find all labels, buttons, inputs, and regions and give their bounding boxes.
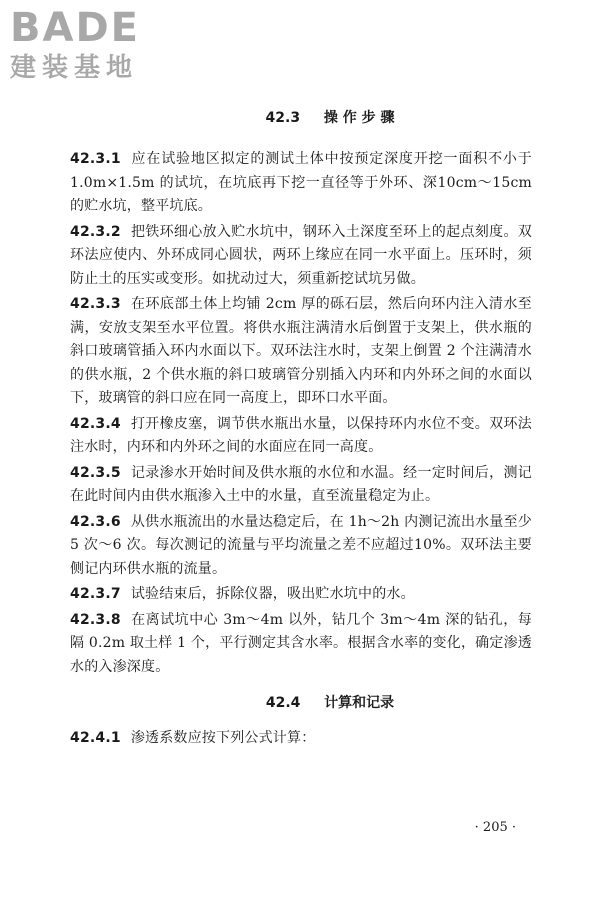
- section-heading-42-3: [128, 108, 532, 138]
- clause-number: 42.3.8: [70, 611, 121, 628]
- clause-number: 42.3.3: [70, 296, 121, 312]
- clause-42-3-5: [70, 462, 532, 509]
- section-number: 42.4: [265, 695, 301, 711]
- watermark-logo: [10, 6, 180, 88]
- clause-text: 在环底部土体上均铺 2cm 厚的砾石层，然后向环内注入清水至满，安放支架至水平位置。将供水瓶注满清水后倒置于支架上，供水瓶的斜口玻璃管插入环内水面以下。双环法注水时，支架上倒置 2 个注满清水的供水瓶，2 个供水瓶的斜口玻璃管分别插入内环和内外环之间的水面以下，玻璃管的斜口应在同一高度上，即环口水平面。: [70, 296, 532, 406]
- clause-42-3-3: [70, 293, 532, 411]
- clause-42-3-6: [70, 511, 532, 582]
- clause-number: 42.3.5: [70, 464, 121, 481]
- clause-text: 把铁环细心放入贮水坑中，钢环入土深度至环上的起点刻度。双环法应使内、外环成同心圆状，两环上缘应在同一水平面上。压环时，须防止土的压实或变形。如扰动过大，须重新挖试坑另做。: [70, 223, 532, 287]
- clause-number: 42.3.1: [70, 151, 121, 167]
- clause-text: 渗透系数应按下列公式计算：: [130, 730, 316, 746]
- clause-42-3-7: [70, 583, 532, 607]
- clause-text: 在离试坑中心 3m～4m 以外，钻几个 3m～4m 深的钻孔，每隔 0.2m 取土样 1 个，平行测定其含水率。根据含水率的变化，确定渗透水的入渗深度。: [70, 611, 532, 675]
- clause-number: 42.3.6: [70, 513, 121, 530]
- clause-text: 从供水瓶流出的水量达稳定后，在 1h～2h 内测记流出水量至少 5 次～6 次。每次测记的流量与平均流量之差不应超过10%。双环法主要侧记内环供水瓶的流量。: [70, 513, 532, 577]
- clause-number: 42.3.7: [70, 586, 121, 602]
- clause-42-4-1: [70, 727, 532, 751]
- section-title: 操 作 步 骤: [323, 110, 395, 126]
- clause-text: 试验结束后，拆除仪器，吸出贮水坑中的水。: [130, 586, 415, 602]
- section-title: 计算和记录: [324, 695, 395, 711]
- clause-42-3-4: [70, 413, 532, 460]
- watermark-latin-text: BADE: [10, 5, 140, 51]
- clause-42-3-8: [70, 609, 532, 680]
- document-body: [70, 108, 532, 751]
- clause-text: 记录渗水开始时间及供水瓶的水位和水温。经一定时间后，测记在此时间内由供水瓶渗入土中的水量，直至流量稳定为止。: [70, 464, 532, 504]
- clause-number: 42.3.2: [70, 223, 121, 240]
- clause-42-3-1: [70, 148, 532, 219]
- clause-text: 打开橡皮塞，调节供水瓶出水量，以保持环内水位不变。双环法注水时，内环和内外环之间的水面应在同一高度。: [70, 415, 532, 455]
- section-heading-42-4: [128, 693, 532, 723]
- section-number: 42.3: [265, 110, 301, 126]
- page-number: · 205 ·: [474, 820, 516, 835]
- clause-number: 42.3.4: [70, 415, 121, 432]
- clause-number: 42.4.1: [70, 730, 121, 746]
- clause-42-3-2: [70, 221, 532, 292]
- clause-text: 应在试验地区拟定的测试土体中按预定深度开挖一面积不小于 1.0m×1.5m 的试坑，在坑底再下挖一直径等于外环、深10cm～15cm 的贮水坑，整平坑底。: [70, 151, 532, 214]
- watermark-chinese-text: 建装基地: [10, 53, 139, 83]
